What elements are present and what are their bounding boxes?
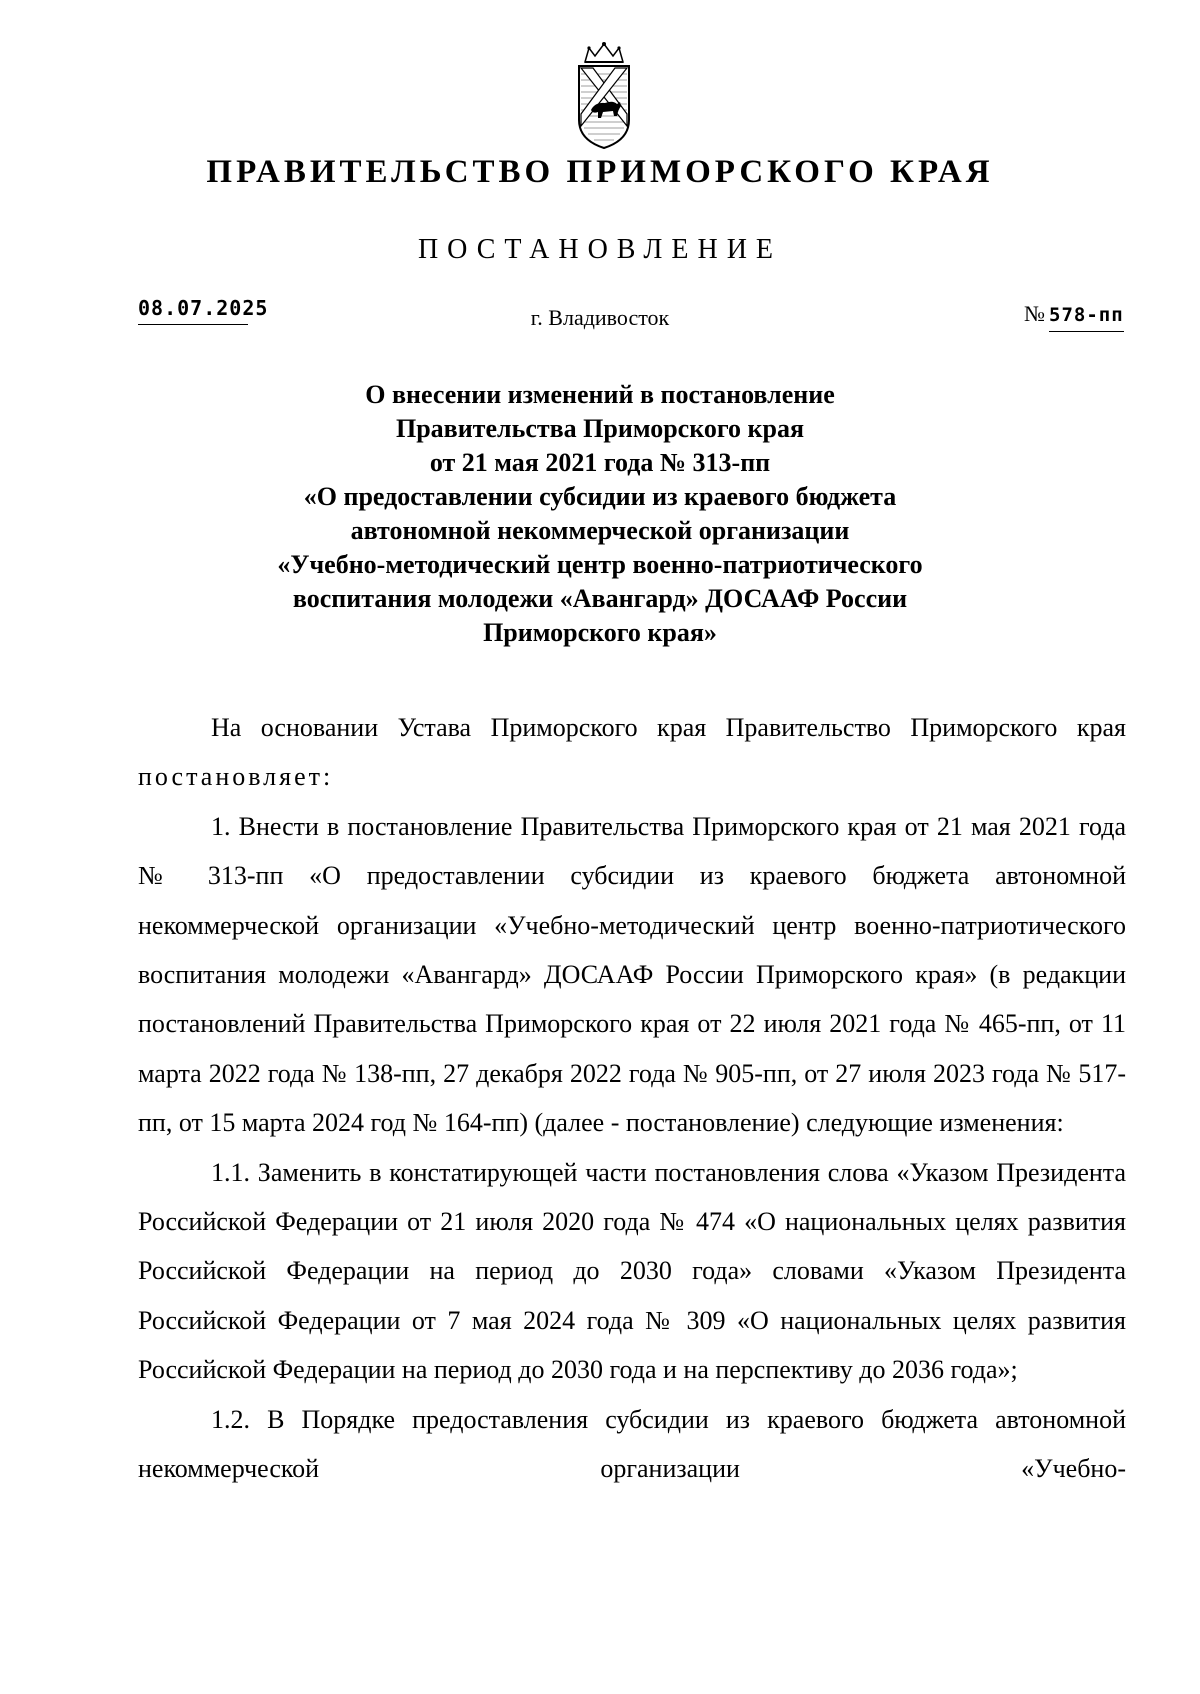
document-type-heading: ПОСТАНОВЛЕНИЕ xyxy=(417,234,783,265)
coat-of-arms-icon xyxy=(575,40,633,152)
preamble-paragraph xyxy=(138,703,1126,802)
number-value: 578-пп xyxy=(1049,301,1124,332)
title-line: «О предоставлении субсидии из краевого бюджета xyxy=(303,482,897,511)
document-body xyxy=(138,703,1126,1494)
preamble-text: На основании Устава Приморского края Правительство Приморского края xyxy=(211,713,1126,742)
organization-title: ПРАВИТЕЛЬСТВО ПРИМОРСКОГО КРАЯ xyxy=(206,154,994,190)
number-sign: № xyxy=(1024,301,1045,326)
document-number xyxy=(1024,300,1144,332)
title-line: О внесении изменений в постановление xyxy=(365,380,835,409)
document-date: 08.07.2025 xyxy=(138,294,248,325)
title-line: от 21 мая 2021 года № 313-пп xyxy=(429,448,771,477)
title-line: «Учебно-методический центр военно-патриотического xyxy=(277,550,923,579)
document-city: г. Владивосток xyxy=(530,305,670,330)
item-1-1-paragraph: 1.1. Заменить в констатирующей части постановления слова «Указом Президента Российской Федерации от 21 июля 2020 года № 474 «О национальных целях развития Российской Федерации на период до 2030 года» словами «Указом Президента Российской Федерации от 7 мая 2024 года № 309 «О национальных целях развития Российской Федерации на период до 2030 года и на перспективу до 2036 года»; xyxy=(138,1157,1126,1385)
title-line: автономной некоммерческой организации xyxy=(350,516,850,545)
title-line: воспитания молодежи «Авангард» ДОСААФ России xyxy=(292,584,908,613)
title-line: Правительства Приморского края xyxy=(395,414,805,443)
document-title xyxy=(150,378,1050,650)
preamble-resolves: постановляет: xyxy=(138,762,334,792)
item-1-2-paragraph: 1.2. В Порядке предоставления субсидии из краевого бюджета автономной некоммерческой организации «Учебно- xyxy=(138,1404,1126,1484)
item-1-paragraph: 1. Внести в постановление Правительства Приморского края от 21 мая 2021 года № 313-пп «О предоставлении субсидии из краевого бюджета автономной некоммерческой организации «Учебно-методический центр военно-патриотического воспитания молодежи «Авангард» ДОСААФ России Приморского края» (в редакции постановлений Правительства Приморского края от 22 июля 2021 года № 465-пп, от 11 марта 2022 года № 138-пп, 27 декабря 2022 года № 905-пп, от 27 июля 2023 года № 517-пп, от 15 марта 2024 год № 164-пп) (далее - постановление) следующие изменения: xyxy=(138,811,1126,1138)
title-line: Приморского края» xyxy=(483,618,717,647)
